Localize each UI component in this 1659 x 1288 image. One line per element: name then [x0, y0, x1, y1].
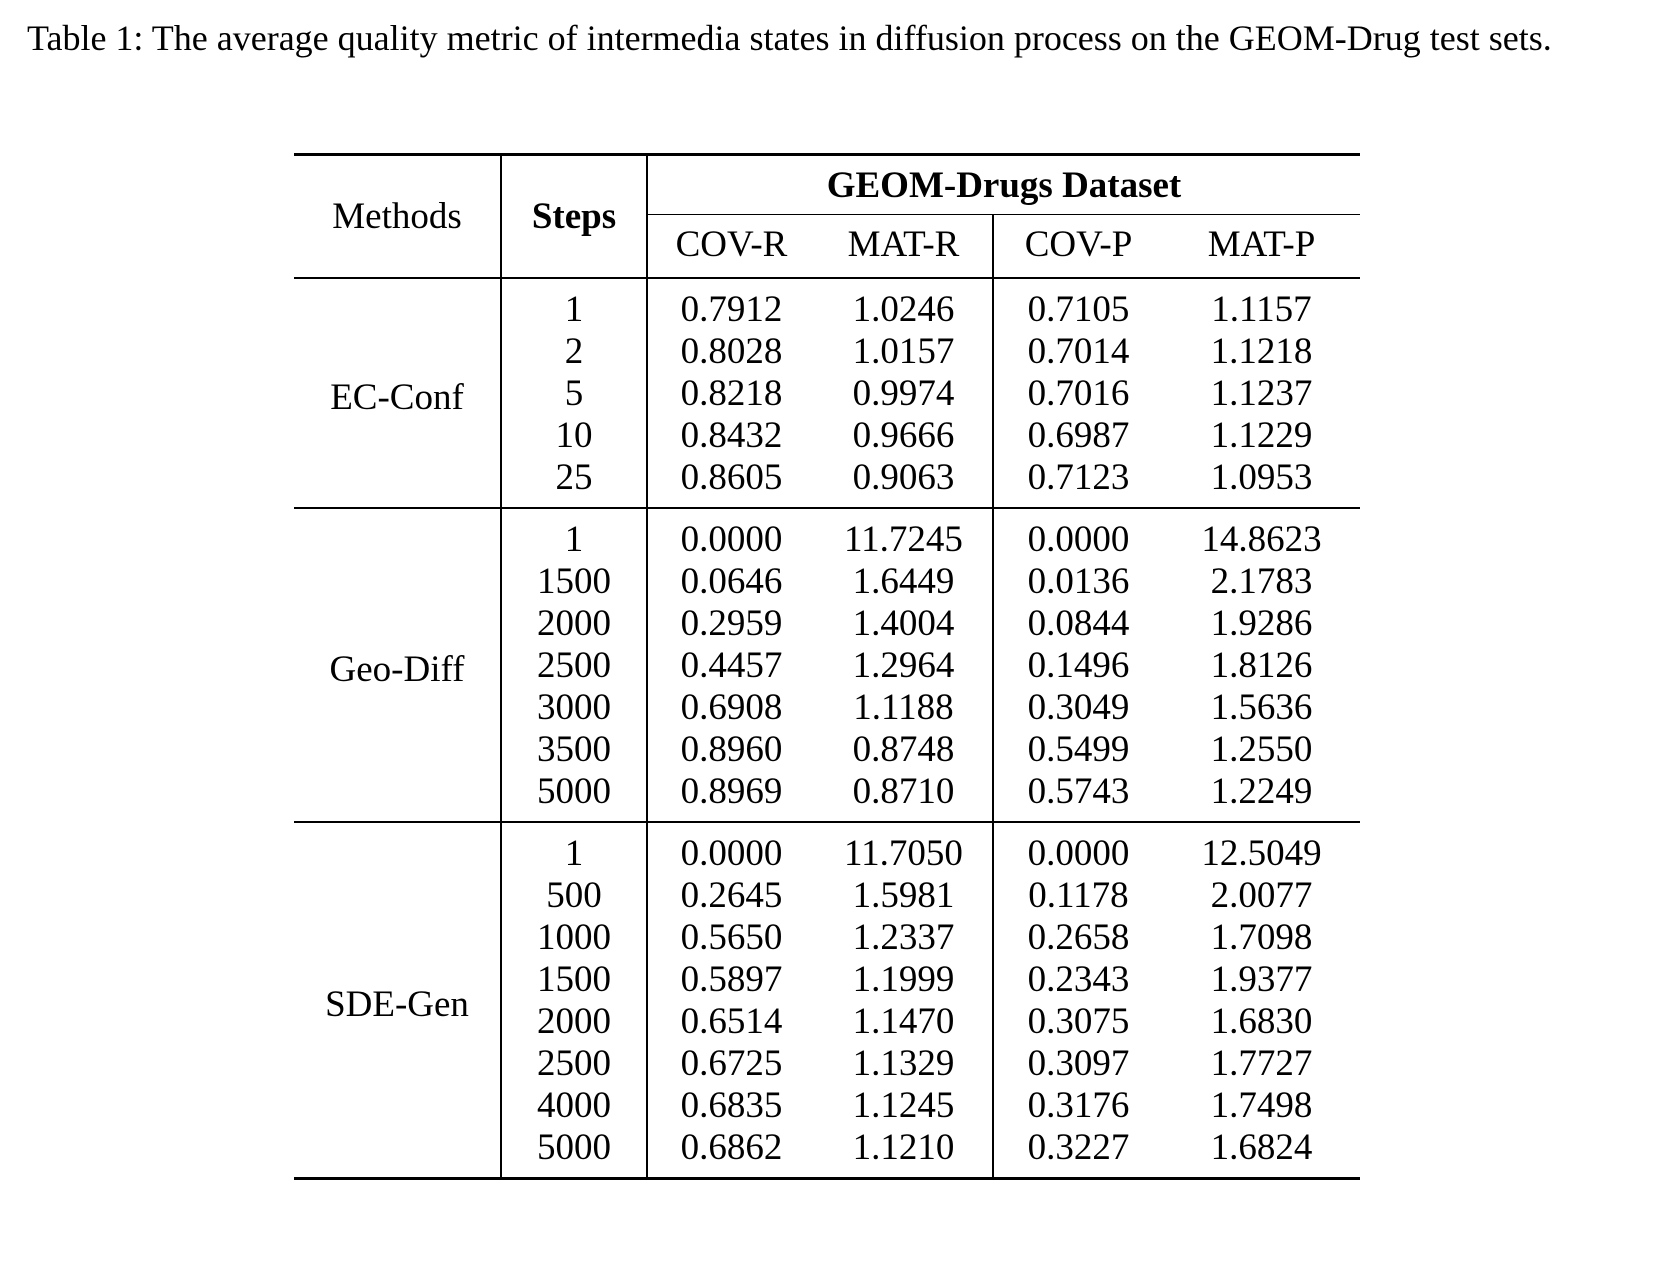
cov-r-cell: 0.0000: [647, 508, 815, 561]
results-table-wrapper: [294, 153, 1360, 1180]
table-row: [294, 278, 1360, 331]
steps-cell: 2000: [501, 603, 647, 645]
cov-p-cell: 0.1496: [993, 645, 1163, 687]
steps-header: Steps: [501, 155, 647, 279]
steps-cell: 5000: [501, 1127, 647, 1179]
steps-cell: 1000: [501, 917, 647, 959]
mat-r-cell: 1.1188: [853, 687, 954, 728]
mat-p-cell: 1.7727: [1210, 1043, 1313, 1084]
mat-p-cell: 1.2550: [1210, 729, 1313, 770]
cov-r-cell: 0.5650: [647, 917, 815, 959]
mat-p-cell: 1.1157: [1163, 278, 1360, 331]
steps-cell: 1: [501, 822, 647, 875]
cov-p-cell: 0.7016: [993, 373, 1163, 415]
mat-p-cell: 1.6824: [1163, 1127, 1360, 1179]
cov-p-cell: 0.3097: [993, 1043, 1163, 1085]
steps-cell: 10: [501, 415, 647, 457]
cov-p-cell: 0.7105: [993, 278, 1163, 331]
cov-p-cell: 0.6987: [993, 415, 1163, 457]
cov-p-cell: 0.3049: [993, 687, 1163, 729]
mat-p-cell: 2.1783: [1210, 561, 1313, 602]
cov-r-cell: 0.6514: [647, 1001, 815, 1043]
cov-r-cell: 0.6835: [647, 1085, 815, 1127]
steps-cell: 2500: [501, 1043, 647, 1085]
cov-r-cell: 0.6725: [647, 1043, 815, 1085]
steps-cell: 1500: [501, 959, 647, 1001]
mat-r-cell: 0.8710: [852, 771, 955, 812]
mat-r-cell: 1.2964: [852, 645, 955, 686]
cov-p-cell: 0.0000: [993, 822, 1163, 875]
cov-r-cell: 0.8969: [647, 771, 815, 822]
mat-p-cell: 1.1218: [1210, 331, 1313, 372]
mat-r-cell: 11.7050: [815, 822, 993, 875]
mat-p-cell: 1.7098: [1210, 917, 1313, 958]
cov-p-cell: 0.0844: [993, 603, 1163, 645]
dataset-group-header: GEOM-Drugs Dataset: [647, 155, 1360, 215]
mat-p-cell: 1.8126: [1210, 645, 1313, 686]
steps-cell: 1: [501, 508, 647, 561]
mat-r-cell: 1.1329: [852, 1043, 955, 1084]
steps-cell: 1500: [501, 561, 647, 603]
cov-p-cell: 0.5499: [993, 729, 1163, 771]
steps-cell: 500: [501, 875, 647, 917]
method-name-cell: SDE-Gen: [294, 822, 501, 1179]
cov-p-cell: 0.2658: [993, 917, 1163, 959]
cov-p-cell: 0.0000: [993, 508, 1163, 561]
mat-p-cell: 1.9377: [1210, 959, 1313, 1000]
steps-cell: 2500: [501, 645, 647, 687]
cov-p-cell: 0.3075: [993, 1001, 1163, 1043]
mat-r-cell: 1.5981: [852, 875, 955, 916]
mat-r-cell: 0.9666: [852, 415, 955, 456]
cov-r-cell: 0.0646: [647, 561, 815, 603]
cov-p-cell: 0.7123: [993, 457, 1163, 508]
steps-cell: 2: [501, 331, 647, 373]
cov-r-cell: 0.8432: [647, 415, 815, 457]
column-header-cov-r: COV-R: [647, 215, 815, 279]
mat-p-cell: 1.1229: [1210, 415, 1313, 456]
methods-header: Methods: [294, 155, 501, 279]
cov-p-cell: 0.1178: [993, 875, 1163, 917]
cov-r-cell: 0.2645: [647, 875, 815, 917]
mat-r-cell: 1.0246: [815, 278, 993, 331]
mat-r-cell: 1.1245: [852, 1085, 955, 1126]
cov-r-cell: 0.2959: [647, 603, 815, 645]
steps-cell: 5000: [501, 771, 647, 822]
steps-cell: 1: [501, 278, 647, 331]
mat-r-cell: 1.1470: [852, 1001, 955, 1042]
cov-r-cell: 0.6908: [647, 687, 815, 729]
mat-p-cell: 1.5636: [1210, 687, 1313, 728]
steps-cell: 2000: [501, 1001, 647, 1043]
steps-cell: 3500: [501, 729, 647, 771]
cov-r-cell: 0.8028: [647, 331, 815, 373]
cov-r-cell: 0.8605: [647, 457, 815, 508]
cov-r-cell: 0.8218: [647, 373, 815, 415]
mat-p-cell: 1.2249: [1210, 771, 1313, 812]
mat-p-cell: 1.6830: [1210, 1001, 1313, 1042]
mat-p-cell: 14.8623: [1163, 508, 1360, 561]
cov-p-cell: 0.7014: [993, 331, 1163, 373]
column-header-mat-r: MAT-R: [847, 223, 960, 265]
method-name-cell: Geo-Diff: [294, 508, 501, 822]
steps-cell: 25: [501, 457, 647, 508]
cov-p-cell: 0.2343: [993, 959, 1163, 1001]
cov-r-cell: 0.6862: [647, 1127, 815, 1179]
column-header-cov-p: COV-P: [993, 215, 1163, 279]
mat-r-cell: 11.7245: [815, 508, 993, 561]
cov-r-cell: 0.4457: [647, 645, 815, 687]
cov-r-cell: 0.8960: [647, 729, 815, 771]
cov-p-cell: 0.0136: [993, 561, 1163, 603]
mat-p-cell: 1.1237: [1210, 373, 1313, 414]
mat-p-cell: 1.9286: [1210, 603, 1313, 644]
steps-cell: 5: [501, 373, 647, 415]
mat-r-cell: 1.4004: [852, 603, 955, 644]
mat-r-cell: 1.0157: [852, 331, 955, 372]
table-row: [294, 508, 1360, 561]
mat-r-cell: 0.9063: [852, 457, 955, 498]
table-header: [294, 155, 1360, 279]
table-row: [294, 822, 1360, 875]
mat-p-cell: 2.0077: [1210, 875, 1313, 916]
mat-r-cell: 1.1999: [852, 959, 955, 1000]
cov-r-cell: 0.7912: [647, 278, 815, 331]
cov-p-cell: 0.5743: [993, 771, 1163, 822]
mat-r-cell: 1.2337: [852, 917, 955, 958]
mat-p-cell: 1.0953: [1210, 457, 1313, 498]
steps-cell: 4000: [501, 1085, 647, 1127]
mat-p-cell: 12.5049: [1163, 822, 1360, 875]
mat-p-cell: 1.7498: [1210, 1085, 1313, 1126]
mat-r-cell: 0.9974: [852, 373, 955, 414]
cov-r-cell: 0.5897: [647, 959, 815, 1001]
cov-r-cell: 0.0000: [647, 822, 815, 875]
cov-p-cell: 0.3176: [993, 1085, 1163, 1127]
steps-cell: 3000: [501, 687, 647, 729]
table-body: [294, 278, 1360, 1179]
mat-r-cell: 1.1210: [815, 1127, 993, 1179]
column-header-mat-p: MAT-P: [1207, 223, 1316, 265]
table-caption: Table 1: The average quality metric of intermedia states in diffusion process on the GEOM-Drug test sets.: [27, 18, 1552, 58]
mat-r-cell: 1.6449: [852, 561, 955, 602]
method-name-cell: EC-Conf: [294, 278, 501, 508]
mat-r-cell: 0.8748: [852, 729, 955, 770]
cov-p-cell: 0.3227: [993, 1127, 1163, 1179]
results-table: [294, 153, 1360, 1180]
